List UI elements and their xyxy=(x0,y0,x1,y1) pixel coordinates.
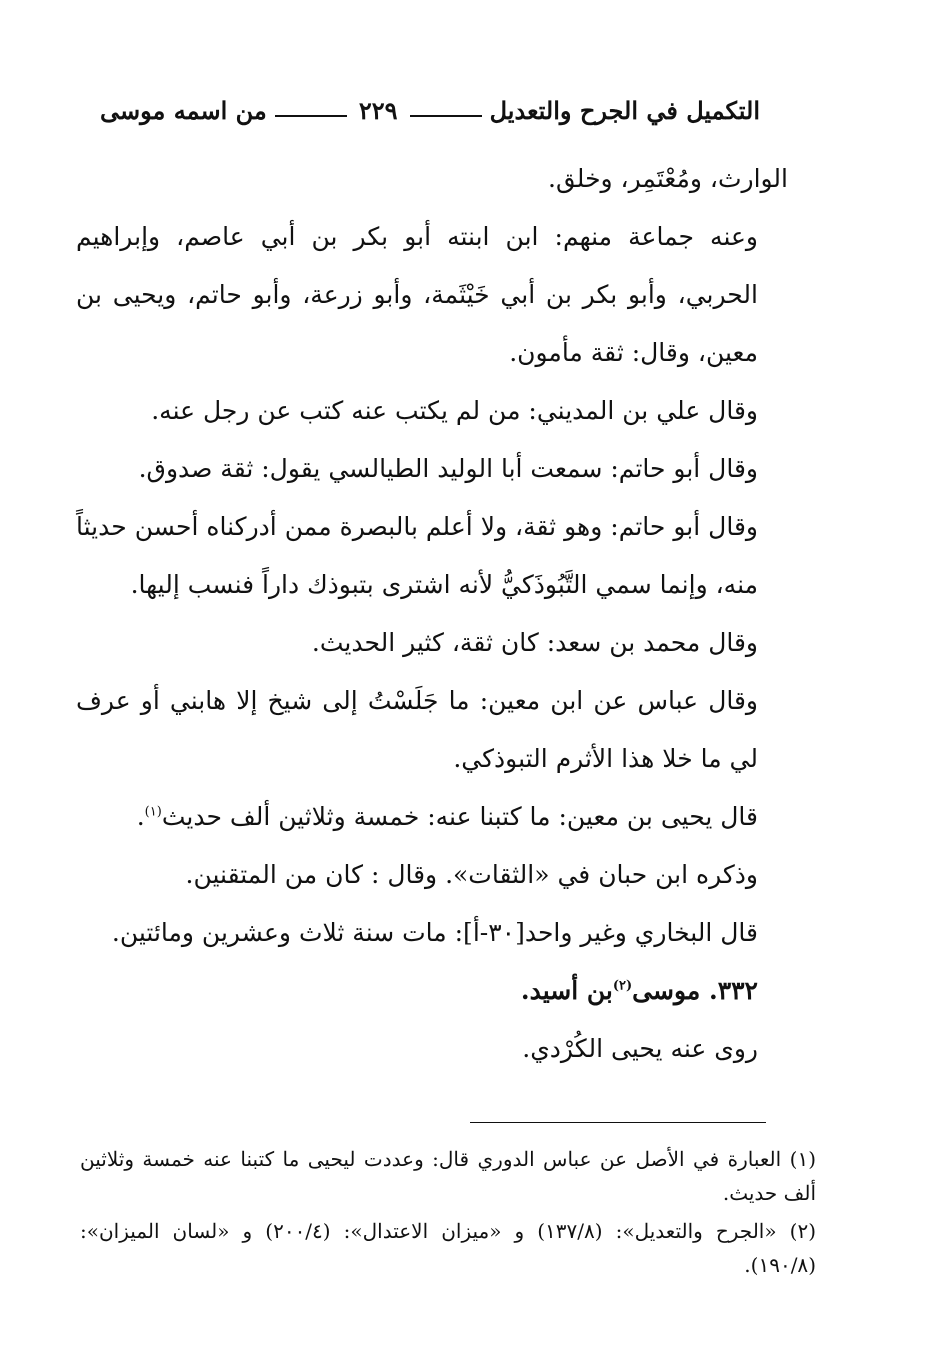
page-number: ٢٢٩ xyxy=(358,95,398,125)
footnote: (١) العبارة في الأصل عن عباس الدوري قال: وعددت ليحيى ما كتبنا عنه خمسة وثلاثين ألف حديث. xyxy=(80,1147,816,1205)
main-text xyxy=(76,150,788,1078)
text-paragraph: وقال محمد بن سعد: كان ثقة، كثير الحديث. xyxy=(311,628,758,657)
footnote: (٢) «الجرح والتعديل»: (١٣٧/٨) و «ميزان الاعتدال»: (٢٠٠/٤) و «لسان الميزان»: (١٩٠/٨). xyxy=(80,1219,816,1277)
text-paragraph: وقال علي بن المديني: من لم يكتب عنه كتب عن رجل عنه. xyxy=(151,396,758,425)
text-line: الوارث، ومُعْتَمِر، وخلق. xyxy=(548,164,788,193)
text-paragraph: وقال أبو حاتم: وهو ثقة، ولا أعلم بالبصرة ممن أدركناه أحسن حديثاً منه، وإنما سمي التَّبُوذَكيُّ لأنه اشترى بتبوذك داراً فنسب إليها. xyxy=(76,512,758,599)
header-rule-right xyxy=(410,115,482,117)
footnote-marker[interactable]: (١) xyxy=(144,804,162,820)
book-title: التكميل في الجرح والتعديل xyxy=(489,95,760,125)
footnote-separator xyxy=(470,1122,766,1123)
text-paragraph: قال البخاري وغير واحد[٣٠-أ]: مات سنة ثلاث وعشرين ومائتين. xyxy=(111,918,758,947)
section-title: من اسمه موسى xyxy=(100,95,267,125)
text-paragraph: وعنه جماعة منهم: ابن ابنته أبو بكر بن أبي عاصم، وإبراهيم الحربي، وأبو بكر بن أبي خَيْثَمة، وأبو زرعة، وأبو حاتم، ويحيى بن معين، وقال: ثقة مأمون. xyxy=(76,222,758,367)
text-paragraph: قال يحيى بن معين: ما كتبنا عنه: خمسة وثلاثين ألف حديث$^{(١)}$. xyxy=(136,802,758,831)
text-paragraph: وقال أبو حاتم: سمعت أبا الوليد الطيالسي يقول: ثقة صدوق. xyxy=(138,454,758,483)
entry-name: موسى xyxy=(632,976,701,1005)
text-span: قال يحيى بن معين: ما كتبنا عنه: خمسة وثلاثين ألف حديث xyxy=(161,802,758,831)
footnote-marker[interactable]: (٢) xyxy=(612,978,633,994)
entry-number: ٣٣٢. xyxy=(708,976,758,1005)
text-paragraph: وقال عباس عن ابن معين: ما جَلَسْتُ إلى شيخ إلا هابني أو عرف لي ما خلا هذا الأثرم التبوذكي. xyxy=(76,686,758,773)
text-paragraph: روى عنه يحيى الكُرْدي. xyxy=(522,1034,758,1063)
entry-heading xyxy=(76,962,788,1020)
entry-name: بن أسيد. xyxy=(520,976,613,1005)
header-rule-left xyxy=(275,115,347,117)
text-paragraph: وذكره ابن حبان في «الثقات». وقال : كان من المتقنين. xyxy=(185,860,758,889)
footnotes xyxy=(80,1142,816,1286)
running-header xyxy=(100,88,760,132)
